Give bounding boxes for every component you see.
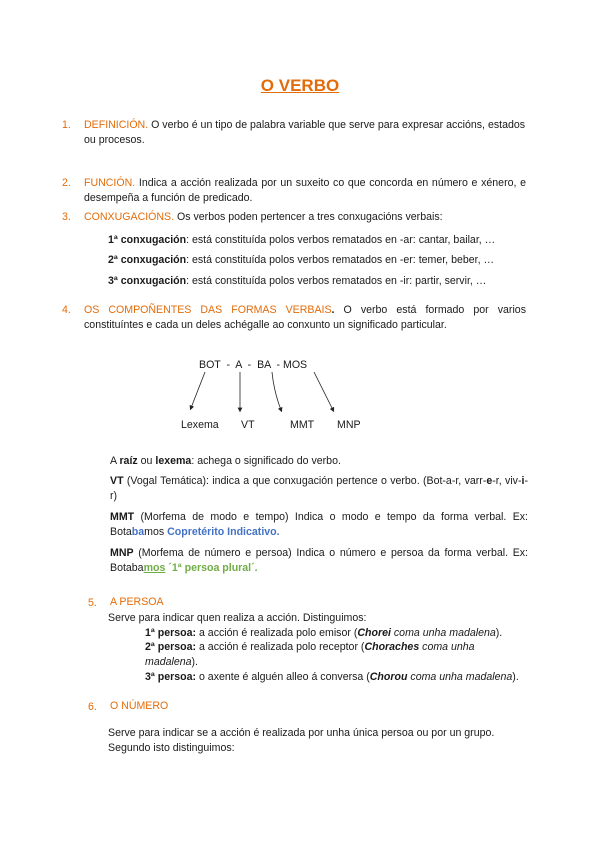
text: ). bbox=[495, 627, 503, 639]
highlight: mos bbox=[143, 562, 166, 574]
term: MNP bbox=[110, 547, 134, 559]
text: A bbox=[110, 455, 120, 467]
conxugacion-text: : está constituída polos verbos rematados en -er: temer, beber, … bbox=[186, 254, 495, 266]
text: (Vogal Temática): indica a que conxugación pertence o verbo. (Bot-a-r, varr- bbox=[123, 475, 487, 487]
text: -r, viv- bbox=[492, 475, 522, 487]
diagram-label-lexema: Lexema bbox=[181, 419, 219, 431]
note: Copretérito Indicativo. bbox=[167, 526, 280, 538]
numero-line: Segundo isto distinguimos: bbox=[108, 742, 235, 754]
example-verb: Chorei bbox=[357, 627, 391, 639]
section-body: O verbo está formado por varios constituíntes e cada un deles achégalle ao conxunto un significado particular. bbox=[84, 304, 526, 331]
mnp-definition bbox=[110, 546, 528, 576]
section-body: Os verbos poden pertencer a tres conxugacións verbais: bbox=[174, 211, 443, 223]
section-numero-number bbox=[88, 700, 97, 715]
diagram-word: BOT - A - BA - MOS bbox=[199, 359, 308, 371]
arrow-mmt bbox=[272, 372, 281, 410]
term: lexema bbox=[155, 455, 192, 467]
persoa-item bbox=[145, 626, 525, 641]
note: ´1ª persoa plural´. bbox=[165, 562, 258, 574]
text: -r) bbox=[110, 475, 528, 502]
section-heading: OS COMPOÑENTES DAS FORMAS VERBAIS bbox=[84, 304, 332, 316]
example-text: coma unha madalena bbox=[390, 627, 496, 639]
section-number: 3. bbox=[62, 211, 71, 223]
section-persoa-number bbox=[88, 596, 97, 611]
persoa-intro: Serve para indicar quen realiza a acción. Distinguimos: bbox=[108, 612, 367, 624]
vt-definition bbox=[110, 474, 528, 504]
section-number: 2. bbox=[62, 177, 71, 189]
text: : achega o significado do verbo. bbox=[191, 455, 341, 467]
section-heading: DEFINICIÓN. bbox=[84, 119, 149, 131]
numero-line: Serve para indicar se a acción é realizada por unha única persoa ou por un grupo. bbox=[108, 727, 495, 739]
section-number: 6. bbox=[88, 701, 97, 713]
term: raíz bbox=[119, 455, 138, 467]
text: o axente é alguén alleo á conversa ( bbox=[196, 671, 370, 683]
term: MMT bbox=[110, 511, 135, 523]
section-number: 5. bbox=[88, 597, 97, 609]
text: (Morfema de modo e tempo) Indica o modo e tempo da forma verbal. Ex: Bota bbox=[110, 511, 528, 538]
highlight: ba bbox=[131, 526, 145, 538]
example-text: coma unha madalena bbox=[145, 641, 475, 668]
diagram-label-mmt: MMT bbox=[290, 419, 315, 431]
conxugacion-text: : está constituída polos verbos rematados en -ir: partir, servir, … bbox=[186, 275, 487, 287]
section-numero-heading: O NÚMERO bbox=[110, 700, 169, 712]
example-verb: Chorou bbox=[369, 671, 408, 683]
arrow-mnp bbox=[314, 372, 333, 410]
page-title: O VERBO bbox=[260, 76, 340, 95]
conxugacion-label: 3ª conxugación bbox=[108, 275, 187, 287]
section-heading: FUNCIÓN. bbox=[84, 177, 136, 189]
diagram-label-vt: VT bbox=[241, 419, 255, 431]
text: (Morfema de número e persoa) Indica o número e persoa da forma verbal. Ex: Botaba bbox=[110, 547, 528, 574]
text: ). bbox=[191, 656, 199, 668]
conxugacion-text: : está constituída polos verbos rematados en -ar: cantar, bailar, … bbox=[186, 234, 496, 246]
persoa-item bbox=[145, 640, 525, 670]
text: a acción é realizada polo receptor ( bbox=[196, 641, 365, 653]
section-body: O verbo é un tipo de palabra variable que serve para expresar accións, estados ou procesos. bbox=[84, 119, 526, 146]
section-body: Indica a acción realizada por un suxeito co que concorda en número e xénero, e desempeña a función de predicado. bbox=[84, 177, 526, 204]
text: a acción é realizada polo emisor ( bbox=[196, 627, 358, 639]
section-number: 4. bbox=[62, 304, 71, 316]
mmt-definition bbox=[110, 510, 528, 540]
heading-dot: . bbox=[331, 304, 335, 316]
raiz-definition bbox=[110, 454, 528, 469]
persoa-label: 2ª persoa: bbox=[145, 641, 197, 653]
vowel: i bbox=[521, 475, 525, 487]
arrow-lexema bbox=[191, 372, 205, 408]
example-text: coma unha madalena bbox=[407, 671, 513, 683]
persoa-label: 1ª persoa: bbox=[145, 627, 197, 639]
conxugacion-label: 1ª conxugación bbox=[108, 234, 187, 246]
persoa-label: 3ª persoa: bbox=[145, 671, 197, 683]
term: VT bbox=[110, 475, 124, 487]
section-number: 1. bbox=[62, 119, 71, 131]
vowel: e bbox=[486, 475, 493, 487]
section-heading: CONXUGACIÓNS. bbox=[84, 211, 175, 223]
example-verb: Choraches bbox=[364, 641, 420, 653]
conxugacion-label: 2ª conxugación bbox=[108, 254, 187, 266]
text: ou bbox=[137, 455, 156, 467]
text: mos bbox=[144, 526, 168, 538]
text: ). bbox=[512, 671, 519, 683]
persoa-item bbox=[145, 670, 535, 685]
diagram-label-mnp: MNP bbox=[337, 419, 361, 431]
section-persoa-heading: A PERSOA bbox=[110, 596, 164, 608]
